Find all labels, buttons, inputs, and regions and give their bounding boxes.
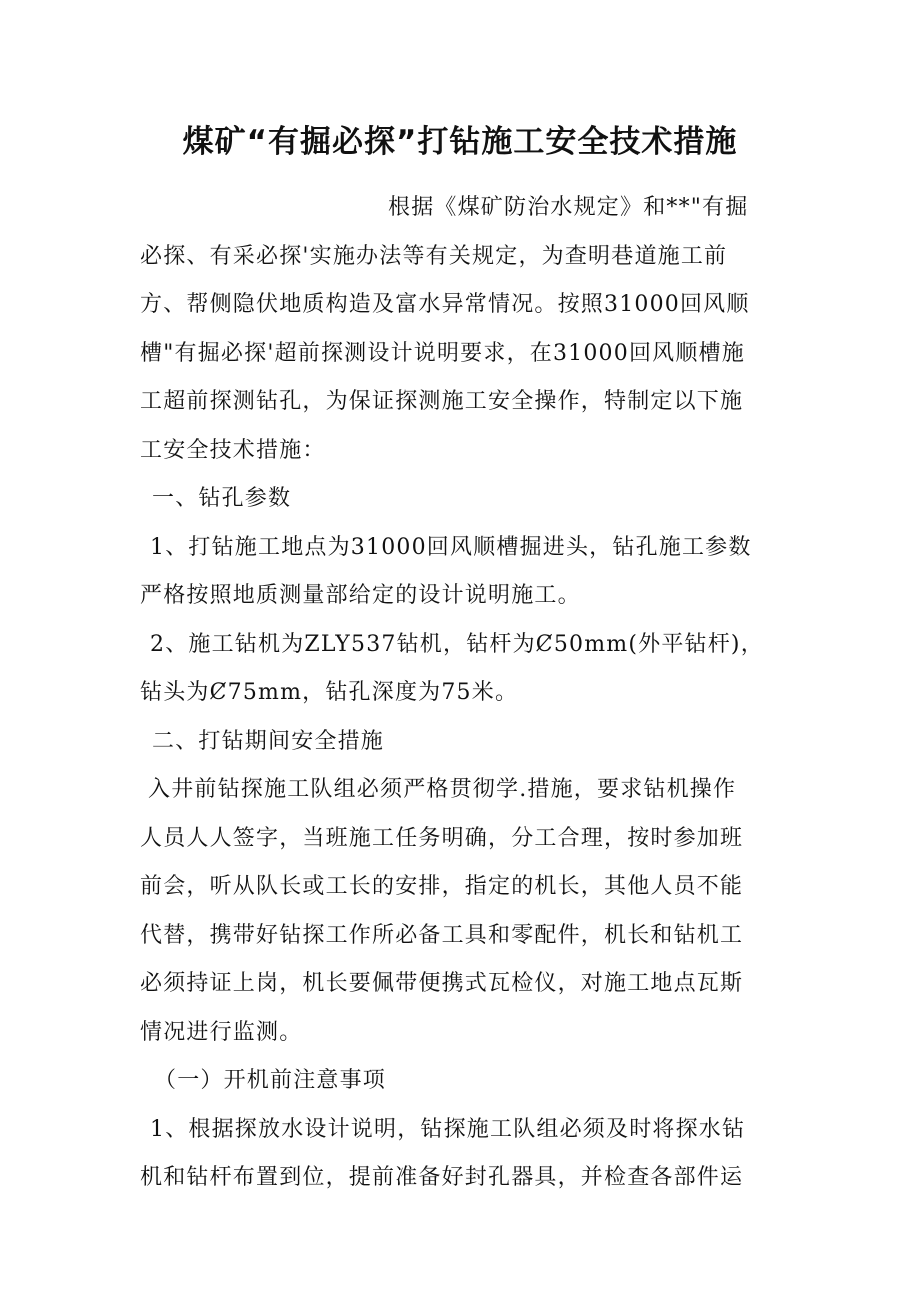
body-line: 严格按照地质测量部给定的设计说明施工。 <box>140 583 581 608</box>
subsection-heading: （一）开机前注意事项 <box>154 1068 387 1093</box>
body-line: 机和钻杆布置到位，提前准备好封孔器具，并检查各部件运 <box>140 1165 744 1190</box>
body-line: 根据《煤矿防治水规定》和**"有掘 <box>388 195 749 220</box>
body-line: 入井前钻探施工队组必须严格贯彻学.措施，要求钻机操作 <box>148 777 737 802</box>
body-line: 情况进行监测。 <box>140 1019 303 1045</box>
body-line: 前会，听从队长或工长的安排，指定的机长，其他人员不能 <box>140 874 744 899</box>
body-line: 2、施工钻机为ZLY537钻机，钻杆为Ȼ50mm(外平钻杆)， <box>150 631 764 657</box>
body-line: 必探、有采必探'实施办法等有关规定，为查明巷道施工前 <box>140 243 728 269</box>
body-line: 槽"有掘必探'超前探测设计说明要求，在31000回风顺槽施 <box>140 340 745 366</box>
document-title: 煤矿“有掘必探”打钻施工安全技术措施 <box>182 124 738 160</box>
body-line: 方、帮侧隐伏地质构造及富水异常情况。按照31000回风顺 <box>140 292 750 317</box>
section-heading: 一、钻孔参数 <box>152 486 292 511</box>
body-line: 代替，携带好钻探工作所必备工具和零配件，机长和钻机工 <box>140 922 744 948</box>
document-body <box>140 184 780 1203</box>
body-line: 钻头为Ȼ75mm，钻孔深度为75米。 <box>140 680 519 705</box>
body-line: 必须持证上岗，机长要佩带便携式瓦检仪，对施工地点瓦斯 <box>140 971 744 996</box>
body-line: 人员人人签字，当班施工任务明确，分工合理，按时参加班 <box>140 825 744 851</box>
body-line: 工安全技术措施： <box>140 437 326 463</box>
body-line: 1、打钻施工地点为31000回风顺槽掘进头，钻孔施工参数 <box>150 534 752 560</box>
body-line: 工超前探测钻孔，为保证探测施工安全操作，特制定以下施 <box>140 389 744 414</box>
section-heading: 二、打钻期间安全措施 <box>152 728 385 754</box>
body-line: 1、根据探放水设计说明，钻探施工队组必须及时将探水钻 <box>150 1116 746 1142</box>
